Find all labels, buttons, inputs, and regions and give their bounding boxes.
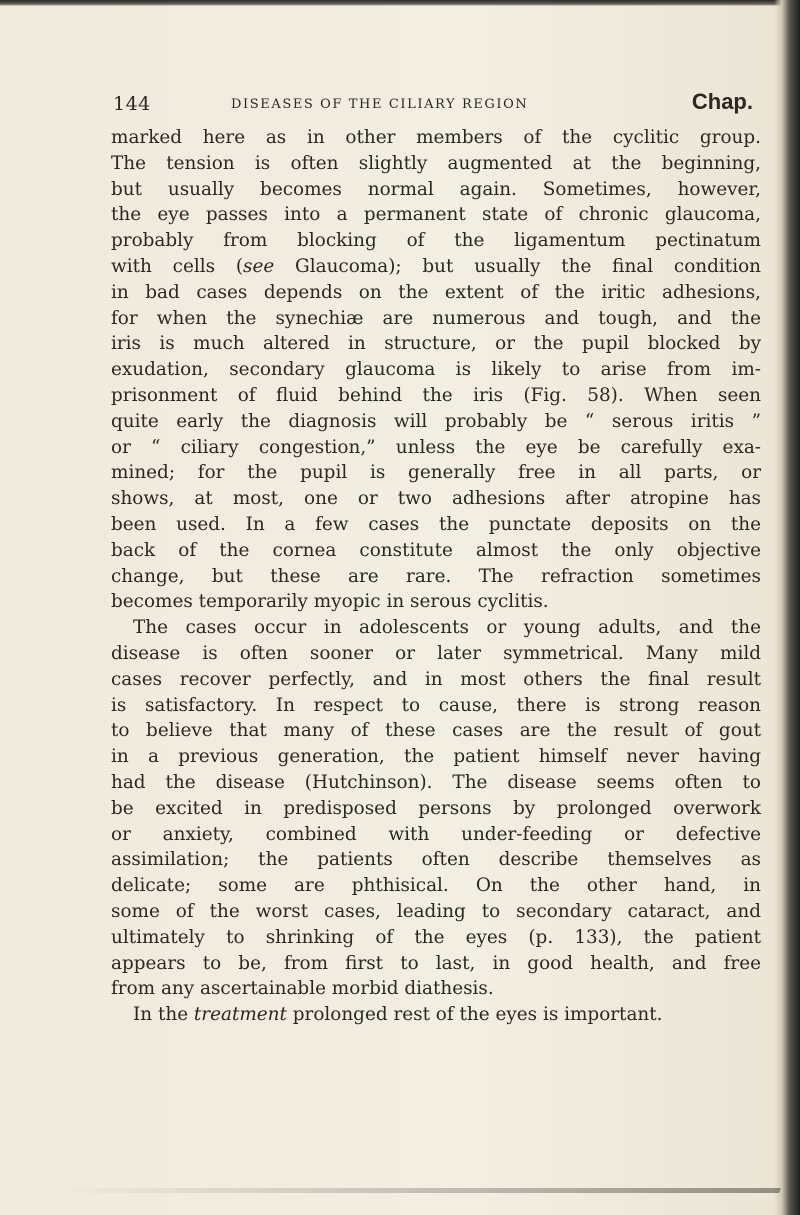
- text-line: cases recover perfectly, and in most others the final result: [111, 668, 761, 690]
- text-line: been used. In a few cases the punctate deposits on the: [111, 513, 761, 535]
- running-head: [113, 89, 753, 123]
- text-line: or anxiety, combined with under-feeding or defective: [111, 823, 761, 845]
- running-head-chapter: Chap.: [691, 89, 753, 114]
- text-line: change, but these are rare. The refraction sometimes: [111, 565, 761, 587]
- text-line: for when the synechiæ are numerous and tough, and the: [111, 307, 761, 329]
- text-run: prolonged rest of the eyes is important.: [286, 1004, 663, 1026]
- scan-top-edge: [0, 0, 800, 6]
- scan-bottom-shadow: [59, 1188, 781, 1193]
- text-line: some of the worst cases, leading to secondary cataract, and: [111, 900, 761, 922]
- text-line: or “ ciliary congestion,” unless the eye be carefully exa-: [111, 436, 761, 458]
- text-line: from any ascertainable morbid diathesis.: [111, 978, 494, 1000]
- text-line: be excited in predisposed persons by prolonged overwork: [111, 797, 761, 819]
- text-line: in a previous generation, the patient himself never having: [111, 746, 761, 768]
- text-line: to believe that many of these cases are the result of gout: [111, 720, 761, 742]
- italic-term: treatment: [193, 1004, 287, 1026]
- paragraph-start-line: [111, 1002, 761, 1028]
- text-line: with cells (see Glaucoma); but usually the final condition: [111, 255, 761, 277]
- text-line: the eye passes into a permanent state of chronic glaucoma,: [111, 204, 761, 226]
- page-number: 144: [113, 93, 151, 115]
- text-line: mined; for the pupil is generally free in all parts, or: [111, 462, 761, 484]
- text-line: back of the cornea constitute almost the only objective: [111, 539, 761, 561]
- body-text: [111, 125, 761, 1028]
- text-line: is satisfactory. In respect to cause, there is strong reason: [111, 694, 761, 716]
- text-line: quite early the diagnosis will probably be “ serous iritis ”: [111, 410, 761, 432]
- text-line: delicate; some are phthisical. On the other hand, in: [111, 875, 761, 897]
- text-line: exudation, secondary glaucoma is likely to arise from im-: [111, 359, 761, 381]
- text-line: assimilation; the patients often describe themselves as: [111, 849, 761, 871]
- text-line: marked here as in other members of the cyclitic group.: [111, 127, 761, 148]
- text-line: probably from blocking of the ligamentum pectinatum: [111, 230, 761, 252]
- scan-spine-edge: [774, 0, 800, 1215]
- text-line: appears to be, from first to last, in good health, and free: [111, 952, 761, 974]
- italic-term: see: [243, 255, 275, 277]
- text-line: iris is much altered in structure, or the pupil blocked by: [111, 333, 761, 355]
- text-line: The tension is often slightly augmented at the beginning,: [111, 152, 761, 174]
- text-line: but usually becomes normal again. Sometimes, however,: [111, 178, 761, 200]
- text-line: had the disease (Hutchinson). The disease seems often to: [111, 771, 761, 793]
- text-line: ultimately to shrinking of the eyes (p. 133), the patient: [111, 926, 761, 948]
- text-run: In the: [133, 1004, 194, 1026]
- text-line: shows, at most, one or two adhesions after atropine has: [111, 488, 761, 510]
- paragraph-start-line: The cases occur in adolescents or young adults, and the: [133, 617, 761, 639]
- text-line: prisonment of fluid behind the iris (Fig. 58). When seen: [111, 384, 761, 406]
- text-line: becomes temporarily myopic in serous cyclitis.: [111, 591, 549, 613]
- text-line: disease is often sooner or later symmetrical. Many mild: [111, 642, 761, 664]
- running-head-title: DISEASES OF THE CILIARY REGION: [231, 97, 529, 112]
- text-line: in bad cases depends on the extent of the iritic adhesions,: [111, 281, 761, 303]
